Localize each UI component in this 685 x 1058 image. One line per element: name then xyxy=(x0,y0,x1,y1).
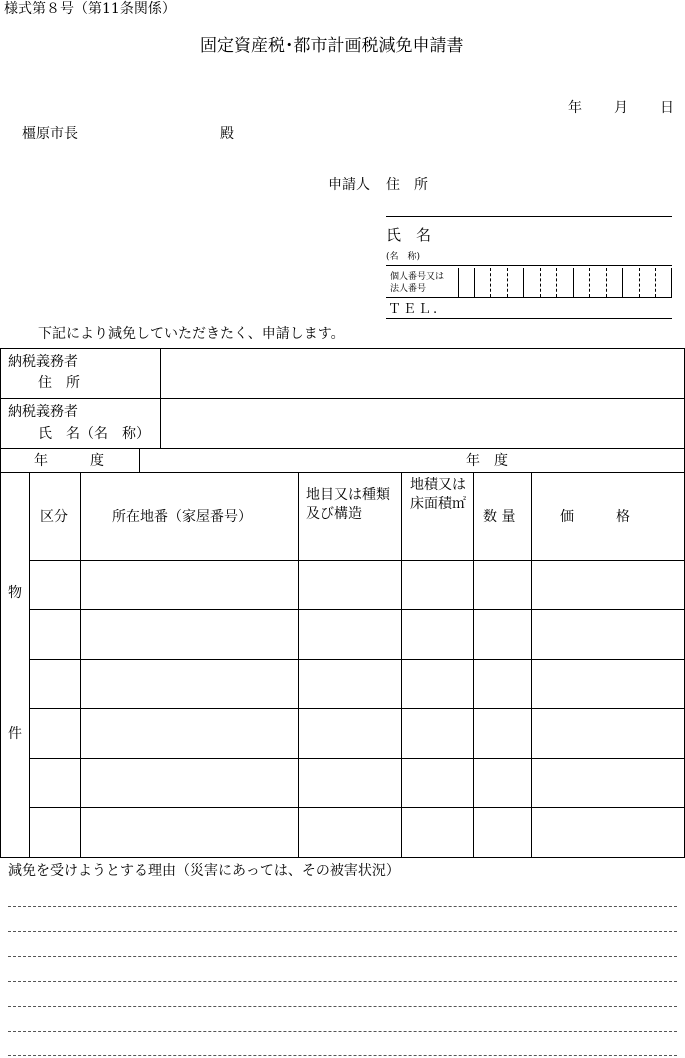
applicant-corp-name-label: (名 称) xyxy=(386,252,421,262)
id-number-label-line2: 法人番号 xyxy=(390,284,427,294)
header-category: 区分 xyxy=(40,509,68,525)
year-divider xyxy=(139,448,140,472)
reason-line[interactable] xyxy=(8,1055,677,1056)
header-quantity: 数 量 xyxy=(483,509,516,525)
header-price: 価 格 xyxy=(560,509,630,525)
property-side-label-top: 物 xyxy=(8,585,22,601)
addressee-honorific: 殿 xyxy=(220,126,234,142)
id-digit-separator xyxy=(507,268,508,297)
header-land-type: 地目又は種類及び構造 xyxy=(306,487,390,522)
row-divider xyxy=(0,448,685,449)
reason-line[interactable] xyxy=(8,1031,677,1032)
id-number-label-line1: 個人番号又は xyxy=(390,272,445,282)
table-row-divider xyxy=(29,708,685,709)
applicant-address-label: 住 所 xyxy=(386,177,428,193)
table-row-divider xyxy=(29,560,685,561)
table-row-divider xyxy=(29,609,685,610)
year-label-right: 年 度 xyxy=(466,453,508,469)
reason-line[interactable] xyxy=(8,931,677,932)
id-number-divider xyxy=(458,268,459,297)
property-col-divider xyxy=(473,472,474,858)
row-divider xyxy=(0,472,685,473)
year-label-left: 年 度 xyxy=(34,453,104,469)
taxpayer-address-label: 住 所 xyxy=(38,375,80,391)
taxpayer-label-2: 納税義務者 xyxy=(8,404,78,420)
taxpayer-name-label: 氏 名（名 称） xyxy=(38,426,150,442)
applicant-tel-label: ＴＥＬ. xyxy=(388,302,440,317)
applicant-name-label: 氏 名 xyxy=(386,226,432,244)
taxpayer-label: 納税義務者 xyxy=(8,354,78,370)
date-year-label: 年 xyxy=(568,100,582,116)
id-digit-separator xyxy=(573,268,574,297)
address-underline xyxy=(386,216,672,217)
id-digit-separator xyxy=(639,268,640,297)
reason-label: 減免を受けようとする理由（災害にあっては、その被害状況） xyxy=(8,863,400,879)
table-row-divider xyxy=(29,659,685,660)
reason-line[interactable] xyxy=(8,1006,677,1007)
page-title: 固定資産税･都市計画税減免申請書 xyxy=(200,36,464,56)
id-digit-separator xyxy=(540,268,541,297)
property-side-label-bottom: 件 xyxy=(8,726,22,742)
id-digit-separator xyxy=(606,268,607,297)
name-underline xyxy=(386,265,672,266)
applicant-label: 申請人 xyxy=(328,177,370,193)
addressee: 橿原市長 xyxy=(22,126,78,142)
id-digit-separator xyxy=(589,268,590,297)
property-col-divider xyxy=(531,472,532,858)
date-month-label: 月 xyxy=(614,100,628,116)
id-number-bottom-line xyxy=(386,297,672,298)
taxpayer-name-field[interactable] xyxy=(162,400,682,446)
id-digit-separator xyxy=(622,268,623,297)
taxpayer-address-field[interactable] xyxy=(162,350,682,396)
id-digit-separator xyxy=(671,268,672,297)
property-col-divider xyxy=(80,472,81,858)
id-digit-separator xyxy=(655,268,656,297)
reason-line[interactable] xyxy=(8,906,677,907)
header-location: 所在地番（家屋番号） xyxy=(112,509,252,525)
id-digit-separator xyxy=(474,268,475,297)
table-row-divider xyxy=(29,758,685,759)
intro-text: 下記により減免していただきたく、申請します。 xyxy=(38,326,345,342)
id-digit-separator xyxy=(556,268,557,297)
property-col-divider xyxy=(298,472,299,858)
table-row-divider xyxy=(29,807,685,808)
id-digit-separator xyxy=(490,268,491,297)
property-col-divider xyxy=(401,472,402,858)
row-divider xyxy=(0,398,685,399)
id-digit-separator xyxy=(523,268,524,297)
property-col-divider xyxy=(29,472,30,858)
date-day-label: 日 xyxy=(660,100,674,116)
form-number: 様式第８号（第11条関係） xyxy=(4,1,176,17)
header-area: 地積又は床面積㎡ xyxy=(410,477,466,512)
reason-line[interactable] xyxy=(8,956,677,957)
tel-underline xyxy=(386,318,672,319)
reason-line[interactable] xyxy=(8,981,677,982)
